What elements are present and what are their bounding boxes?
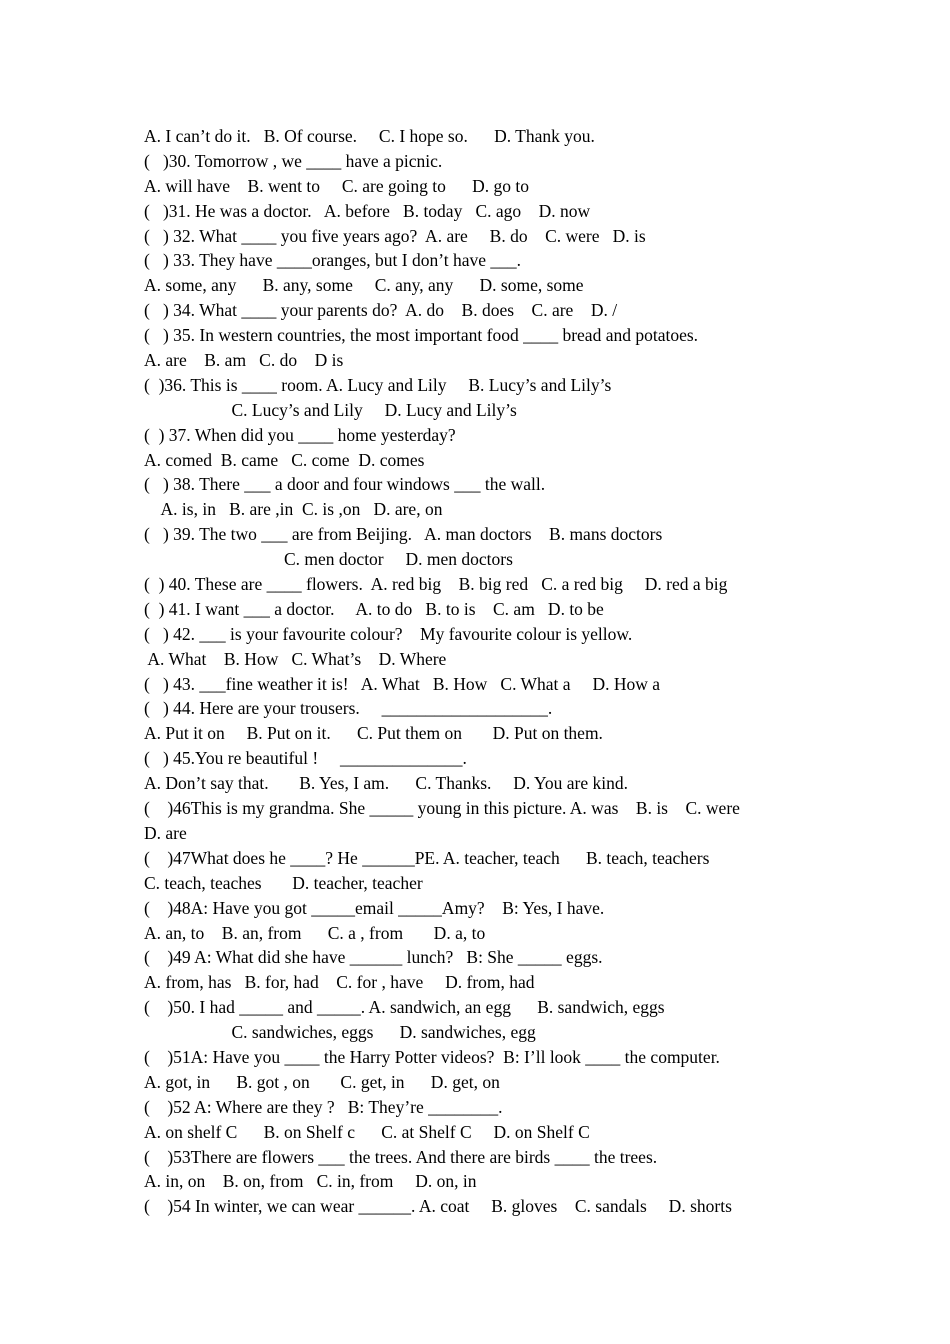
question-46: ( )46This is my grandma. She _____ young in this picture. A. was B. is C. were [144,798,740,819]
options-42: A. What B. How C. What’s D. Where [144,648,447,669]
options-38: A. is, in B. are ,in C. is ,on D. are, on [144,499,443,520]
question-51: ( )51A: Have you ____ the Harry Potter videos? B: I’ll look ____ the computer. [144,1046,720,1067]
question-34: ( ) 34. What ____ your parents do? A. do B. does C. are D. / [144,300,618,321]
options-30: A. will have B. went to C. are going to D. go to [144,175,529,196]
question-48: ( )48A: Have you got _____email _____Amy? B: Yes, I have. [144,897,605,918]
question-33: ( ) 33. They have ____oranges, but I don’t have ___. [144,250,521,271]
question-50: ( )50. I had _____ and _____. A. sandwich, an egg B. sandwich, eggs [144,997,665,1018]
options-39: C. men doctor D. men doctors [144,549,513,570]
question-49: ( )49 A: What did she have ______ lunch? B: She _____ eggs. [144,947,603,968]
options-53: A. in, on B. on, from C. in, from D. on, in [144,1171,477,1192]
options-49: A. from, has B. for, had C. for , have D. from, had [144,972,535,993]
options-47: C. teach, teaches D. teacher, teacher [144,872,423,893]
question-35: ( ) 35. In western countries, the most important food ____ bread and potatoes. [144,325,699,346]
question-47: ( )47What does he ____? He ______PE. A. teacher, teach B. teach, teachers [144,847,710,868]
text-line: A. I can’t do it. B. Of course. C. I hope so. D. Thank you. [144,126,595,146]
options-35: A. are B. am C. do D is [144,350,344,371]
options-33: A. some, any B. any, some C. any, any D. some, some [144,275,584,296]
options-51: A. got, in B. got , on C. get, in D. get, on [144,1071,500,1092]
question-38: ( ) 38. There ___ a door and four windows ___ the wall. [144,474,546,495]
question-44: ( ) 44. Here are your trousers. ___________________. [144,698,553,719]
question-36: ( )36. This is ____ room. A. Lucy and Lily B. Lucy’s and Lily’s [144,374,612,395]
question-32: ( ) 32. What ____ you five years ago? A. are B. do C. were D. is [144,225,646,246]
options-37: A. comed B. came C. come D. comes [144,449,425,470]
question-52: ( )52 A: Where are they ? B: They’re ________. [144,1096,503,1117]
options-52: A. on shelf C B. on Shelf c C. at Shelf C D. on Shelf C [144,1121,590,1142]
question-37: ( ) 37. When did you ____ home yesterday? [144,424,456,445]
question-40: ( ) 40. These are ____ flowers. A. red big B. big red C. a red big D. red a big [144,574,728,595]
options-36: C. Lucy’s and Lily D. Lucy and Lily’s [144,399,517,420]
options-45: A. Don’t say that. B. Yes, I am. C. Thanks. D. You are kind. [144,773,629,794]
question-54: ( )54 In winter, we can wear ______. A. coat B. gloves C. sandals D. shorts [144,1196,732,1217]
question-53: ( )53There are flowers ___ the trees. And there are birds ____ the trees. [144,1146,658,1167]
question-45: ( ) 45.You re beautiful ! ______________. [144,748,467,769]
question-31: ( )31. He was a doctor. A. before B. today C. ago D. now [144,200,591,221]
question-43: ( ) 43. ___fine weather it is! A. What B. How C. What a D. How a [144,673,660,694]
question-41: ( ) 41. I want ___ a doctor. A. to do B. to is C. am D. to be [144,598,604,619]
options-48: A. an, to B. an, from C. a , from D. a, to [144,922,486,943]
question-30: ( )30. Tomorrow , we ____ have a picnic. [144,150,443,171]
options-44: A. Put it on B. Put on it. C. Put them on D. Put on them. [144,723,603,744]
document-page [144,124,824,1219]
options-46: D. are [144,822,187,843]
options-50: C. sandwiches, eggs D. sandwiches, egg [144,1022,536,1043]
question-42: ( ) 42. ___ is your favourite colour? My favourite colour is yellow. [144,623,633,644]
question-39: ( ) 39. The two ___ are from Beijing. A. man doctors B. mans doctors [144,524,663,545]
